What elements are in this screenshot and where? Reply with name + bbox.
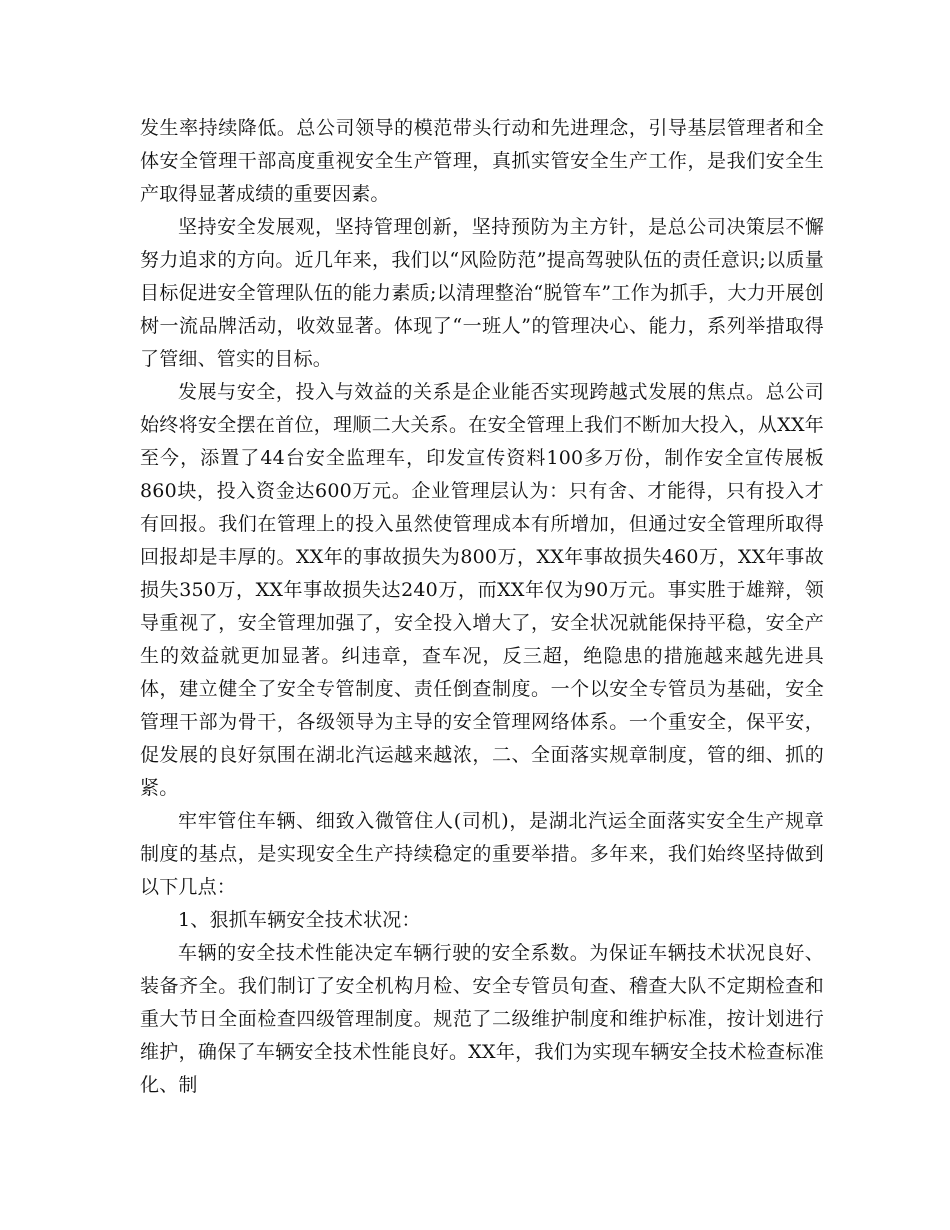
document-page <box>140 112 824 1102</box>
paragraph-investment-benefit: 发展与安全，投入与效益的关系是企业能否实现跨越式发展的焦点。总公司始终将安全摆在首位，理顺二大关系。在安全管理上我们不断加大投入，从XX年至今，添置了44台安全监理车，印发宣传资料100多万份，制作安全宣传展板860块，投入资金达600万元。企业管理层认为：只有舍、才能得，只有投入才有回报。我们在管理上的投入虽然使管理成本有所增加，但通过安全管理所取得回报却是丰厚的。XX年的事故损失为800万，XX年事故损失460万，XX年事故损失350万，XX年事故损失达240万，而XX年仅为90万元。事实胜于雄辩，领导重视了，安全管理加强了，安全投入增大了，安全状况就能保持平稳，安全产生的效益就更加显著。纠违章，查车况，反三超，绝隐患的措施越来越先进具体，建立健全了安全专管制度、责任倒查制度。一个以安全专管员为基础，安全管理干部为骨干，各级领导为主导的安全管理网络体系。一个重安全，保平安，促发展的良好氛围在湖北汽运越来越浓，二、全面落实规章制度，管的细、抓的紧。 <box>140 381 824 799</box>
section-heading-vehicle-tech: 1、狠抓车辆安全技术状况： <box>178 909 421 931</box>
paragraph-vehicle-tech-status: 车辆的安全技术性能决定车辆行驶的安全系数。为保证车辆技术状况良好、装备齐全。我们制订了安全机构月检、安全专管员旬查、稽查大队不定期检查和重大节日全面检查四级管理制度。规范了二级维护制度和维护标准，按计划进行维护，确保了车辆安全技术性能良好。XX年，我们为实现车辆安全技术检查标准化、制 <box>140 942 824 1096</box>
paragraph-vehicle-driver-management: 牢牢管住车辆、细致入微管住人(司机)，是湖北汽运全面落实安全生产规章制度的基点，是实现安全生产持续稳定的重要举措。多年来，我们始终坚持做到以下几点： <box>140 810 824 898</box>
paragraph-continuation: 发生率持续降低。总公司领导的模范带头行动和先进理念，引导基层管理者和全体安全管理干部高度重视安全生产管理，真抓实管安全生产工作，是我们安全生产取得显著成绩的重要因素。 <box>140 117 824 205</box>
paragraph-safety-development: 坚持安全发展观，坚持管理创新，坚持预防为主方针，是总公司决策层不懈努力追求的方向。近几年来，我们以“风险防范”提高驾驶队伍的责任意识;以质量目标促进安全管理队伍的能力素质;以清理整治“脱管车”工作为抓手，大力开展创树一流品牌活动，收效显著。体现了“一班人”的管理决心、能力，系列举措取得了管细、管实的目标。 <box>140 216 824 370</box>
